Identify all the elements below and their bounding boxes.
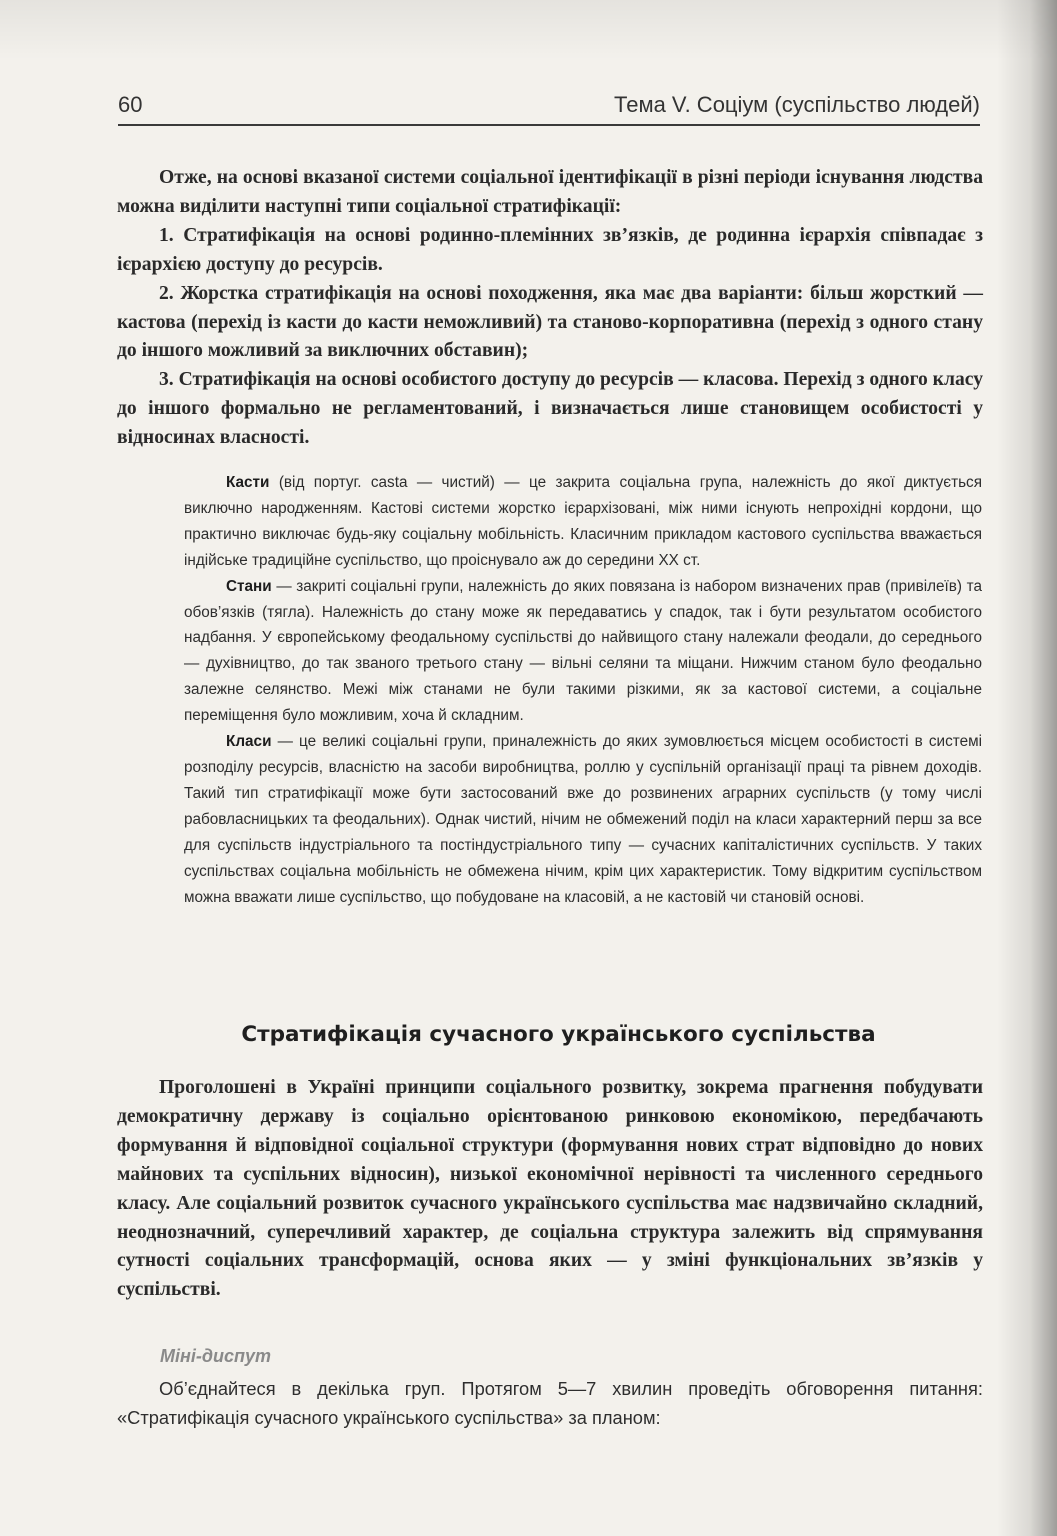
- mini-dispute-body: [117, 1374, 983, 1432]
- page-number: 60: [118, 92, 143, 117]
- term-classes: Класи: [226, 733, 272, 751]
- section-body: [117, 1074, 983, 1305]
- definition-estates: [184, 574, 982, 729]
- mini-dispute-text: Об’єднайтеся в декілька груп. Протягом 5—7 хвилин проведіть обговорення питання: «Стратифікація сучасного українського суспільства» за планом:: [117, 1378, 983, 1428]
- term-castes: Касти: [226, 474, 270, 491]
- page-header: [118, 84, 980, 126]
- section-heading: Стратифікація сучасного українського суспільства: [241, 1022, 876, 1047]
- page-top-shadow: [0, 0, 1057, 60]
- page-edge-shadow: [997, 0, 1057, 1536]
- definition-classes-text: — це великі соціальні групи, приналежність до яких зумовлюється місцем особистості в системі розподілу ресурсів, власністю на засоби виробництва, роллю у суспільній організації праці та рівнем доходів. Такий тип стратифікації може бути застосований вже до розвинених аграрних суспільств (у тому числі рабовласницьких та феодальних). Однак чистий, нічим не обмежений поділ на класи характерний перш за все для суспільств індустріального та постіндустріального типу — сучасних капіталістичних суспільств. У таких суспільствах соціальна мобільність не обмежена нічим, крім цих характеристик. Тому відкритим суспільством можна вважати лише суспільство, що побудоване на класовій, а не кастовій чи становій основі.: [184, 733, 982, 906]
- definitions-section: [184, 470, 982, 910]
- mini-dispute-title: Міні-диспут: [160, 1346, 272, 1366]
- definition-castes-text: (від португ. casta — чистий) — це закрита соціальна група, належність до якої диктується виключно народженням. Кастові системи жорстко ієрархізовані, між ними існують непрохідні кордони, що практично виключає будь-яку соціальну мобільність. Класичним прикладом кастового суспільства вважається індійське традиційне суспільство, що проіснувало аж до середини XX ст.: [184, 474, 982, 569]
- running-title: Тема V. Соціум (суспільство людей): [614, 92, 980, 117]
- term-estates: Стани: [226, 577, 272, 595]
- section-paragraph: Проголошені в Україні принципи соціального розвитку, зокрема прагнення побудувати демократичну державу із соціально орієнтованою ринковою економікою, передбачають формування й відповідної соціальної структури (формування нових страт відповідно до нових майнових та суспільних відносин), низької економічної нерівності та численного середнього класу. Але соціальний розвиток сучасного українського суспільства має надзвичайно складний, неоднозначний, суперечливий характер, де соціальна структура залежить від спрямування сутності соціальних трансформацій, основа яких — у зміні функціональних зв’язків у суспільстві.: [117, 1077, 983, 1301]
- list-item-3: 3. Стратифікація на основі особистого доступу до ресурсів — класова. Перехід з одного класу до іншого формально не регламентований, і визначається лише становищем особистості у відносинах власності.: [117, 369, 983, 449]
- intro-paragraph: Отже, на основі вказаної системи соціальної ідентифікації в різні періоди існування людства можна виділити наступні типи соціальної стратифікації:: [117, 167, 983, 217]
- definition-castes: [184, 470, 982, 574]
- intro-section: [117, 164, 983, 453]
- definition-classes: [184, 729, 982, 910]
- list-item-1: 1. Стратифікація на основі родинно-племінних зв’язків, де родинна ієрархія співпадає з ієрархією доступу до ресурсів.: [117, 224, 983, 275]
- list-item-2: 2. Жорстка стратифікація на основі походження, яка має два варіанти: більш жорсткий — кастова (перехід із касти до касти неможливий) та станово-корпоративна (перехід з одного стану до іншого можливий за виключних обставин);: [117, 282, 983, 362]
- definition-estates-text: — закриті соціальні групи, належність до яких повязана із набором визначених прав (привілеїв) та обов’язків (тягла). Належність до стану може як передаватись у спадок, так і бути результатом особистого надбання. У європейському феодальному суспільстві до найвищого стану належали феодали, до середнього — духівництво, до так званого третього стану — вільні селяни та міщани. Нижчим станом було феодально залежне селянство. Межі між станами не були такими різкими, як за кастової системи, а соціальне переміщення було можливим, хоча й складним.: [184, 577, 982, 725]
